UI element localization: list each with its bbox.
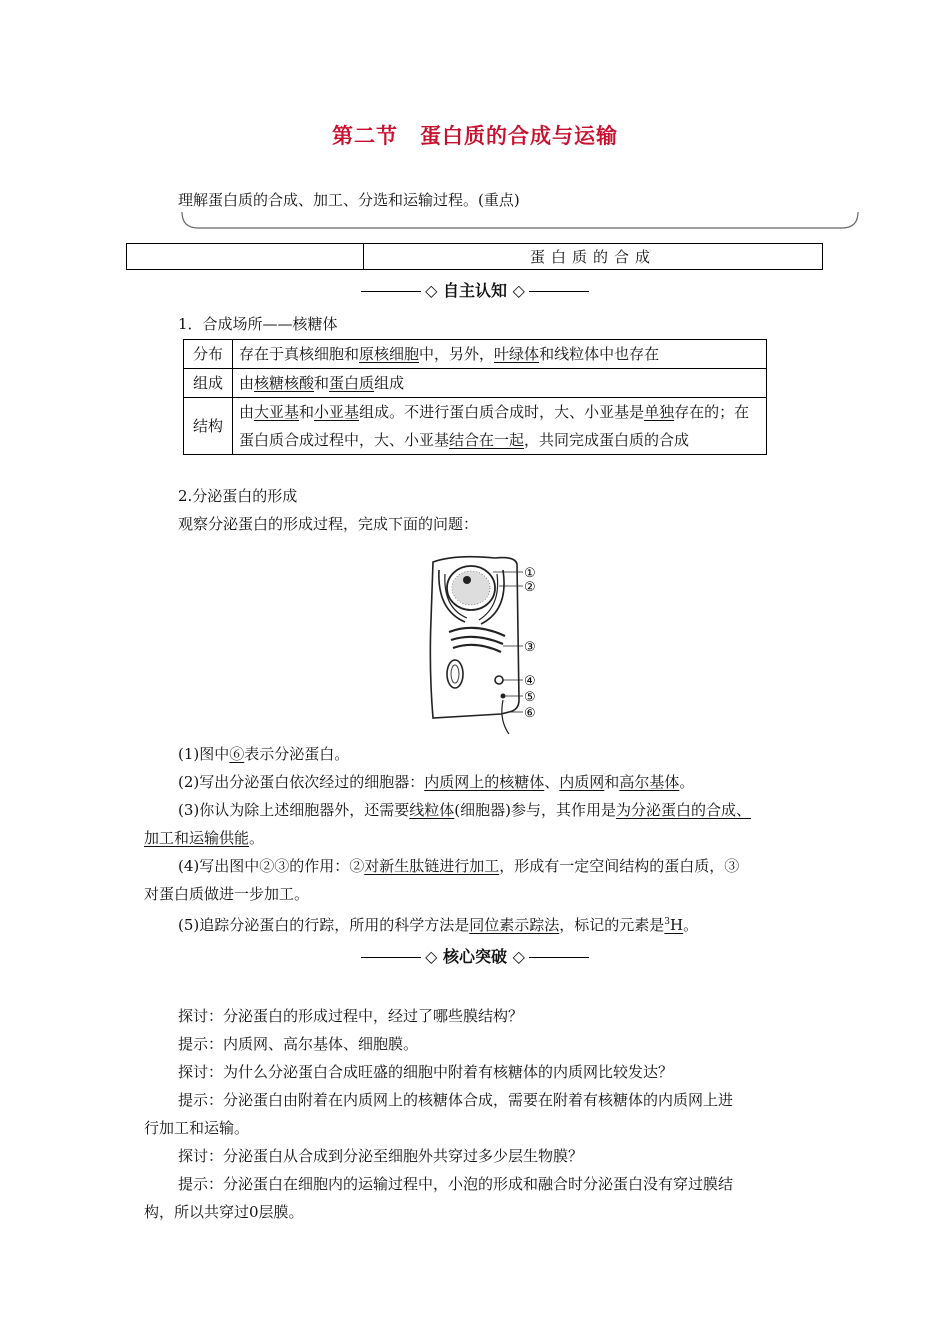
figure-label-6: ⑥: [524, 706, 536, 721]
figure-label-3: ③: [524, 640, 536, 655]
discuss-line: 提示：分泌蛋白在细胞内的运输过程中，小泡的形成和融合时分泌蛋白没有穿过膜结: [178, 1175, 734, 1193]
figure-label-1: ①: [524, 566, 536, 581]
page-title: 第二节 蛋白质的合成与运输: [332, 123, 618, 148]
table-key: 组成: [184, 369, 233, 398]
discuss-line: 探讨：为什么分泌蛋白合成旺盛的细胞中附着有核糖体的内质网比较发达？: [178, 1063, 674, 1081]
question-2: (2)写出分泌蛋白依次经过的细胞器：内质网上的核糖体、内质网和高尔基体。: [178, 773, 695, 791]
table-row: [184, 340, 767, 369]
question-4-cont: 对蛋白质做进一步加工。: [144, 885, 310, 903]
goal-bracket: [178, 210, 862, 232]
discuss-line: 提示：内质网、高尔基体、细胞膜。: [178, 1035, 419, 1053]
question-3-cont: 加工和运输供能。: [144, 829, 265, 847]
item2-intro: 观察分泌蛋白的形成过程，完成下面的问题：: [178, 515, 479, 533]
section-heading-self-study: ◇ 自主认知 ◇: [0, 278, 950, 301]
figure-label-5: ⑤: [524, 690, 536, 705]
ribosome-table: [183, 339, 767, 455]
secretory-cell-figure: [425, 550, 545, 740]
table-row: [184, 398, 767, 455]
table-value: 由核糖核酸和蛋白质组成: [233, 369, 767, 398]
table-key: 分布: [184, 340, 233, 369]
discuss-line: 探讨：分泌蛋白从合成到分泌至细胞外共穿过多少层生物膜？: [178, 1147, 584, 1165]
question-4: (4)写出图中②③的作用：②对新生肽链进行加工，形成有一定空间结构的蛋白质，③: [178, 857, 740, 875]
section-heading-core: ◇ 核心突破 ◇: [0, 944, 950, 967]
figure-label-2: ②: [524, 580, 536, 595]
table-key: 结构: [184, 398, 233, 455]
discuss-line: 行加工和运输。: [144, 1119, 250, 1137]
table-row: [184, 369, 767, 398]
header-table: [126, 243, 823, 270]
figure-label-4: ④: [524, 674, 536, 689]
section-heading-text: 自主认知: [442, 281, 507, 300]
question-3: (3)你认为除上述细胞器外，还需要线粒体(细胞器)参与，其作用是为分泌蛋白的合成、: [178, 801, 751, 819]
discuss-line: 构，所以共穿过0层膜。: [144, 1203, 304, 1221]
discuss-line: 探讨：分泌蛋白的形成过程中，经过了哪些膜结构？: [178, 1007, 524, 1025]
learning-goal: 理解蛋白质的合成、加工、分选和运输过程。(重点): [178, 191, 520, 209]
header-table-cell: 蛋白质的合成: [529, 248, 656, 266]
item1-title: 1．合成场所——核糖体: [178, 315, 338, 333]
question-1: (1)图中⑥表示分泌蛋白。: [178, 745, 350, 763]
item2-title: 2.分泌蛋白的形成: [178, 487, 298, 505]
table-value: 存在于真核细胞和原核细胞中，另外，叶绿体和线粒体中也存在: [233, 340, 767, 369]
discuss-line: 提示：分泌蛋白由附着在内质网上的核糖体合成，需要在附着有核糖体的内质网上进: [178, 1091, 734, 1109]
question-5: (5)追踪分泌蛋白的行踪，所用的科学方法是同位素示踪法，标记的元素是$^3$H。: [178, 916, 699, 934]
section-heading-text: 核心突破: [442, 947, 507, 966]
table-value: 由大亚基和小亚基组成。不进行蛋白质合成时，大、小亚基是单独存在的；在蛋白质合成过程中，大、小亚基结合在一起，共同完成蛋白质的合成: [233, 398, 767, 455]
